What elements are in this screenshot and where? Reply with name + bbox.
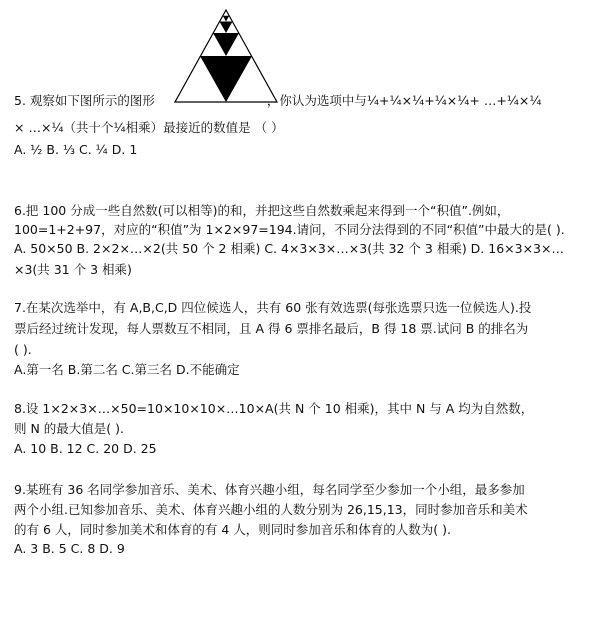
q9-options: A. 3 B. 5 C. 8 D. 9 xyxy=(14,541,125,556)
q8-line2: 则 N 的最大值是( ). xyxy=(14,421,124,436)
q8-options: A. 10 B. 12 C. 20 D. 25 xyxy=(14,441,157,456)
q7-options: A.第一名 B.第二名 C.第三名 D.不能确定 xyxy=(14,362,240,377)
q5-stem-line2: × …×¼（共十个¼相乘）最接近的数值是 （ ） xyxy=(14,120,284,135)
nested-triangle-figure xyxy=(173,8,279,104)
q7-line2: 票后经过统计发现，每人票数互不相同，且 A 得 6 票排名最后，B 得 18 票.试问 B 的排名为 xyxy=(14,321,529,336)
q5-stem-part1: 5. 观察如下图所示的图形 xyxy=(14,93,155,108)
q5-options: A. ½ B. ⅓ C. ¼ D. 1 xyxy=(14,142,138,157)
q6-options-cont: ×3(共 31 个 3 相乘) xyxy=(14,262,132,277)
q6-line2: 100=1+2+97，对应的“积值”为 1×2×97=194.请问，不同分法得到的不同“积值”中最大的是( ). xyxy=(14,222,565,237)
q9-line1: 9.某班有 36 名同学参加音乐、美术、体育兴趣小组，每名同学至少参加一个小组，最多参加 xyxy=(14,482,525,497)
q7-line3: ( ). xyxy=(14,342,32,357)
q9-line3: 的有 6 人，同时参加美术和体育的有 4 人，则同时参加音乐和体育的人数为( ). xyxy=(14,522,452,537)
q7-line1: 7.在某次选举中，有 A,B,C,D 四位候选人，共有 60 张有效选票(每张选票只选一位候选人).投 xyxy=(14,300,532,315)
q6-line1: 6.把 100 分成一些自然数(可以相等)的和，并把这些自然数乘起来得到一个“积值”.例如， xyxy=(14,203,510,218)
q5-stem-part2: ，你认为选项中与¼+¼×¼+¼×¼+ …+¼×¼ xyxy=(266,93,542,108)
q9-line2: 两个小组.已知参加音乐、美术、体育兴趣小组的人数分别为 26,15,13，同时参加音乐和美术 xyxy=(14,502,528,517)
q5-stem-line1 xyxy=(14,93,542,109)
q8-line1: 8.设 1×2×3×…×50=10×10×10×…10×A(共 N 个 10 相乘)，其中 N 与 A 均为自然数， xyxy=(14,401,534,416)
q6-options-line: A. 50×50 B. 2×2×…×2(共 50 个 2 相乘) C. 4×3×3×…×3(共 32 个 3 相乘) D. 16×3×3×… xyxy=(14,241,564,256)
